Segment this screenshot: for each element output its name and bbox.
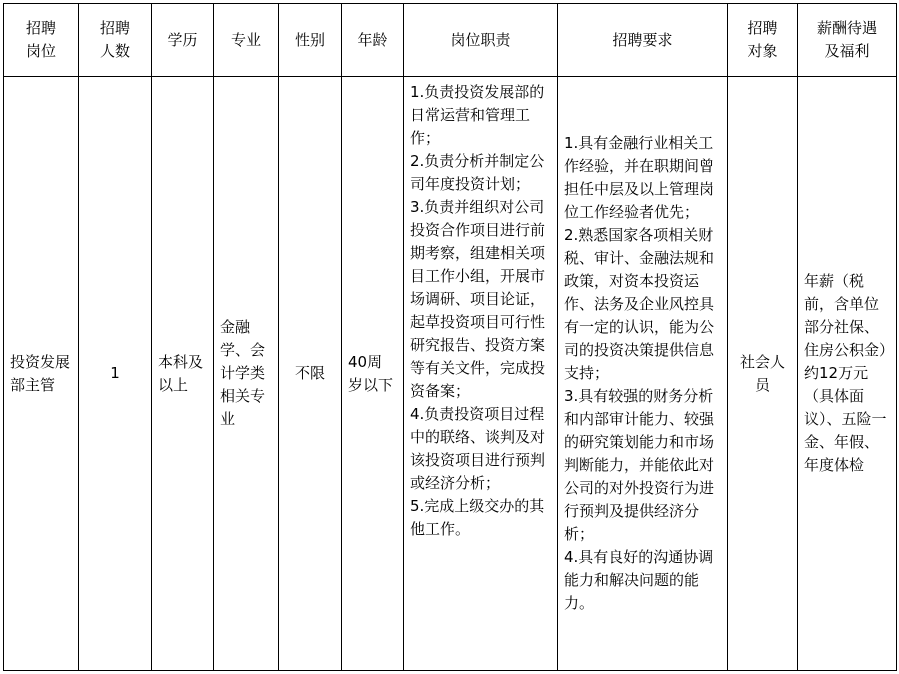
header-count: 招聘 人数 — [79, 4, 152, 77]
requirement-item: 1.具有金融行业相关工作经验，并在职期间曾担任中层及以上管理岗位工作经验者优先； — [564, 134, 715, 221]
requirement-item: 2.熟悉国家各项相关财税、审计、金融法规和政策，对资本投资运作、法务及企业风控具有一定的认识，能为公司的投资决策提供信息支持； — [564, 226, 715, 382]
cell-education: 本科及以上 — [152, 77, 214, 671]
duty-item: 2.负责分析并制定公司年度投资计划； — [410, 152, 545, 193]
duty-item: 3.负责并组织对公司投资合作项目进行前期考察，组建相关项目工作小组，开展市场调研、项目论证，起草投资项目可行性研究报告、投资方案等有关文件，完成投资备案； — [410, 198, 546, 400]
header-duties: 岗位职责 — [404, 4, 558, 77]
cell-major: 金融学、会计学类相关专业 — [214, 77, 279, 671]
duty-item: 1.负责投资发展部的日常运营和管理工作； — [410, 83, 545, 147]
header-age: 年龄 — [342, 4, 404, 77]
cell-target: 社会人员 — [728, 77, 798, 671]
cell-requirements — [558, 77, 728, 671]
header-education: 学历 — [152, 4, 214, 77]
header-requirements: 招聘要求 — [558, 4, 728, 77]
recruitment-table — [3, 3, 897, 671]
cell-age: 40周岁以下 — [342, 77, 404, 671]
header-major: 专业 — [214, 4, 279, 77]
requirement-item: 4.具有良好的沟通协调能力和解决问题的能力。 — [564, 548, 714, 612]
cell-gender: 不限 — [279, 77, 342, 671]
header-gender: 性别 — [279, 4, 342, 77]
header-benefits: 薪酬待遇 及福利 — [798, 4, 897, 77]
header-position: 招聘 岗位 — [4, 4, 79, 77]
duty-item: 4.负责投资项目过程中的联络、谈判及对该投资项目进行预判或经济分析； — [410, 405, 546, 492]
requirement-item: 3.具有较强的财务分析和内部审计能力、较强的研究策划能力和市场判断能力，并能依此对公司的对外投资行为进行预判及提供经济分析； — [564, 387, 715, 543]
cell-position: 投资发展部主管 — [4, 77, 79, 671]
duty-item: 5.完成上级交办的其他工作。 — [410, 497, 545, 538]
header-target: 招聘 对象 — [728, 4, 798, 77]
table-row — [4, 77, 897, 671]
cell-count: 1 — [79, 77, 152, 671]
header-row — [4, 4, 897, 77]
cell-duties — [404, 77, 558, 671]
cell-benefits: 年薪（税前，含单位部分社保、住房公积金）约12万元（具体面议）、五险一金、年假、年度体检 — [798, 77, 897, 671]
